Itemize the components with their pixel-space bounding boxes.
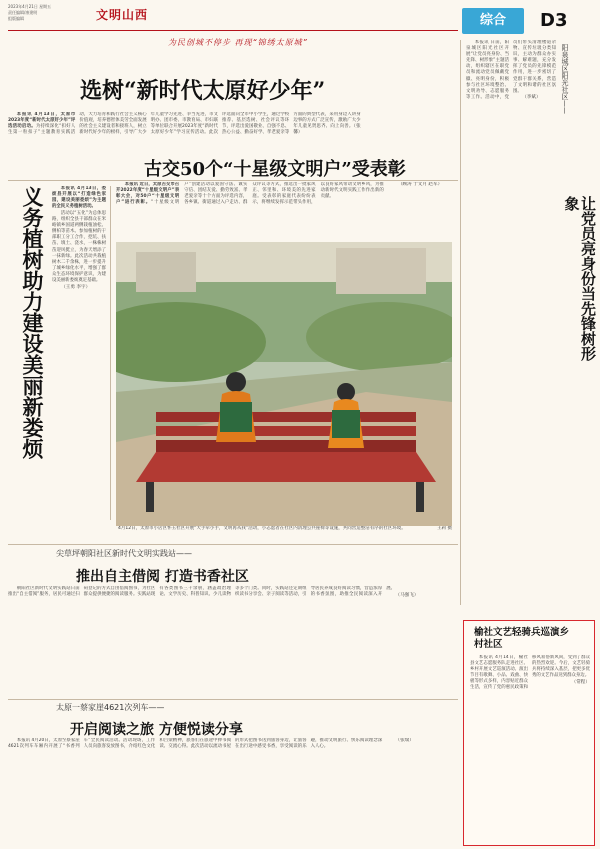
lead-text: 为持续深化“扣好人生第一粒扣子”主题教育实践活动，大力培育和践行社会主义核心价值观，培养德智体美劳全面发展的社会主义建设者和接班人，树立新时代好少年的榜样，引导广大少年儿童学习先进、争当先进，市文明办、团市委、市教育局、市妇联等单位联合开展2023年度“新时代太原好少年”学习宣传活动。此次评选面向全市中小学生，通过学校推荐、基层选树、社会评议等环节，评选出爱国敬业、自强不息、热心公益、勤奋好学、孝老爱亲等方面的典型代表，采用身边人讲身边事的方式广泛宣传，激励广大少年儿童见贤思齐、向上向善。 — [8, 112, 361, 136]
editor-line: 责任编辑/康建明 — [8, 10, 38, 15]
feature-body — [116, 182, 452, 240]
party-body — [466, 40, 556, 605]
divider — [8, 544, 458, 545]
reading-headline: 推出自主借阅 打造书香社区 — [76, 569, 249, 585]
section-logo: 文明山西 — [96, 8, 149, 22]
feature-photo — [116, 242, 452, 526]
afforestation-author: （王勇 李宇） — [61, 284, 91, 290]
masthead-rule — [8, 30, 458, 31]
lead-author: （张馨） — [293, 124, 361, 136]
divider — [8, 699, 458, 700]
party-subtitle: 阳泉城区阳光社区—— — [561, 44, 569, 114]
photo-credit: 王莉 摄 — [437, 526, 452, 531]
yushe-author: （常程） — [571, 679, 590, 685]
afforestation-text: 活动以“五化”为总体思路，组织全县干部群众在米峪镇乡国道两侧栽植油松、侧柏等苗木。参加植树的干部职工分工合作，挖坑、扶苗、填土、浇水，一株株树苗迎风挺立，为春天增添了一抹新绿。此次活动共栽植树木二千余株，进一步提升了城乡绿化水平，增强了群众生态环境保护意识，为建设美丽新娄烦奠定基础。 — [52, 210, 106, 283]
banner-slogan: 为民创城不停步 再现“锦绣太原城” — [168, 38, 308, 47]
reading-author: （马强飞） — [395, 592, 419, 598]
photo-caption — [118, 526, 452, 540]
lead-lede: 本报讯 4月13日，太原市2023年度“新时代太原好少年”评选活动启动。 — [8, 112, 76, 130]
afforestation-title: 义务植树助力建设美丽新娄烦 — [20, 186, 45, 459]
date-line: 2023年4月21日 星期五 — [8, 4, 52, 9]
train-headline: 开启阅读之旅 方便悦读分享 — [70, 722, 243, 738]
yushe-sidebox — [463, 620, 595, 846]
party-title: 让党员亮身份当先锋树形象 — [562, 196, 597, 361]
caption-text: 4月12日，太原市小店区怀玉社区开展“大手牵小手，文明再从我”活动，小志愿者在社区内清理公共座椅等设施，共同营造整洁有序的社区环境。 — [118, 526, 406, 531]
train-body — [8, 738, 458, 844]
feature-lede: 本报讯 近日，太原古交市召开2022年度“十星级文明户”表彰大会，对50户“十星级文明户”进行表彰。 — [116, 182, 180, 206]
feature-text: “十星级文明户”创建活动以爱国守法、诚实守信、团结友爱、勤劳致富、孝老爱亲等十个方面为评选内容，各乡镇、街道通过入户走访、群众评议等方式，推选出一批家风正、邻里和、环境美的先进家庭。受表彰的家庭代表纷纷表示，将继续发挥示范带头作用，以良好家风带动文明乡风，为推动新时代文明实践工作作出新的贡献。 — [150, 182, 384, 206]
train-kicker: 太原一蔡家崖4621次列车—— — [56, 703, 165, 712]
party-text: 本报讯 日前，阳泉城区阳光社区开展“让党员亮身份、当先锋、树形象”主题活动，组织辖区在职党员和流动党员佩戴党徽、亮明身份，积极参与社区环境整治、文明劝导、志愿服务等工作。活动中，党员们带头清理楼道杂物、宣传垃圾分类知识，主动为群众办实事、解难题，充分发挥了党员的先锋模范作用，进一步密切了党群干群关系，营造了文明和谐的社区氛围。 — [466, 40, 556, 100]
train-author: （张瑞） — [395, 738, 414, 743]
yushe-body — [470, 655, 590, 841]
photo-illustration — [116, 242, 452, 526]
section-label: 综合 — [462, 8, 524, 34]
afforestation-lede: 本报讯 4月13日，娄烦县开展以“打造绿色家园，建设美丽娄烦”为主题的全民义务植树活动。 — [52, 186, 106, 210]
feature-headline: 古交50个“十星级文明户”受表彰 — [144, 159, 406, 180]
yushe-text: 本报讯 4月14日，榆社县文艺志愿服务队走进社区、乡村开展文艺巡演活动。演出节目有歌舞、小品、戏曲、快板等形式多样，内容贴近群众生活，宣传了党的惠民政策和移风易俗新风尚，受到了群众的热烈欢迎。今后，文艺轻骑兵将持续深入基层，把更多优秀的文艺作品送到群众身边。 — [470, 655, 590, 691]
reading-body — [8, 586, 458, 696]
yushe-headline: 榆社文艺轻骑兵巡演乡村社区 — [474, 627, 570, 650]
afforestation-body — [52, 186, 106, 518]
page-number: D3 — [540, 10, 568, 31]
proof-line: 组版编辑 — [8, 16, 24, 21]
feature-author: （顾涛 于文月 赵军） — [397, 182, 443, 187]
reading-text: 朝阳社区新时代文明实践站日前推出“自主借阅”服务，居民可通过扫码登记的方式自由借阅图书，为社区群众提供便捷的阅读服务。实践站现有各类图书三千余册，涵盖政治理论、文学历史、科普知识、少儿读物等多个门类。同时，实践站还定期组织读书分享会、亲子阅读等活动，引导居民养成良好阅读习惯，营造浓厚的书香氛围，助推全民阅读深入开展。 — [8, 586, 396, 598]
train-text: 本报讯 4月20日，太原至蔡家崖4621次列车车厢内开展了“书香列车”全民阅读活动。活动现场，工作人员向旅客发放图书，介绍红色文化和吕梁精神，旅客们在旅途中捧书阅读、交流心得。此次活动以流动书屋的形式把图书送到旅客身边，让旅客在出行途中感受书香，享受阅读的乐趣，推动文明旅行、快乐阅读理念深入人心。 — [8, 738, 383, 750]
column-rule — [460, 40, 461, 605]
reading-kicker: 尖草坪朝阳社区新时代文明实践站—— — [56, 549, 192, 558]
lead-headline: 选树“新时代太原好少年” — [80, 78, 326, 104]
column-rule — [110, 186, 111, 520]
party-author: （李斌） — [522, 95, 541, 101]
